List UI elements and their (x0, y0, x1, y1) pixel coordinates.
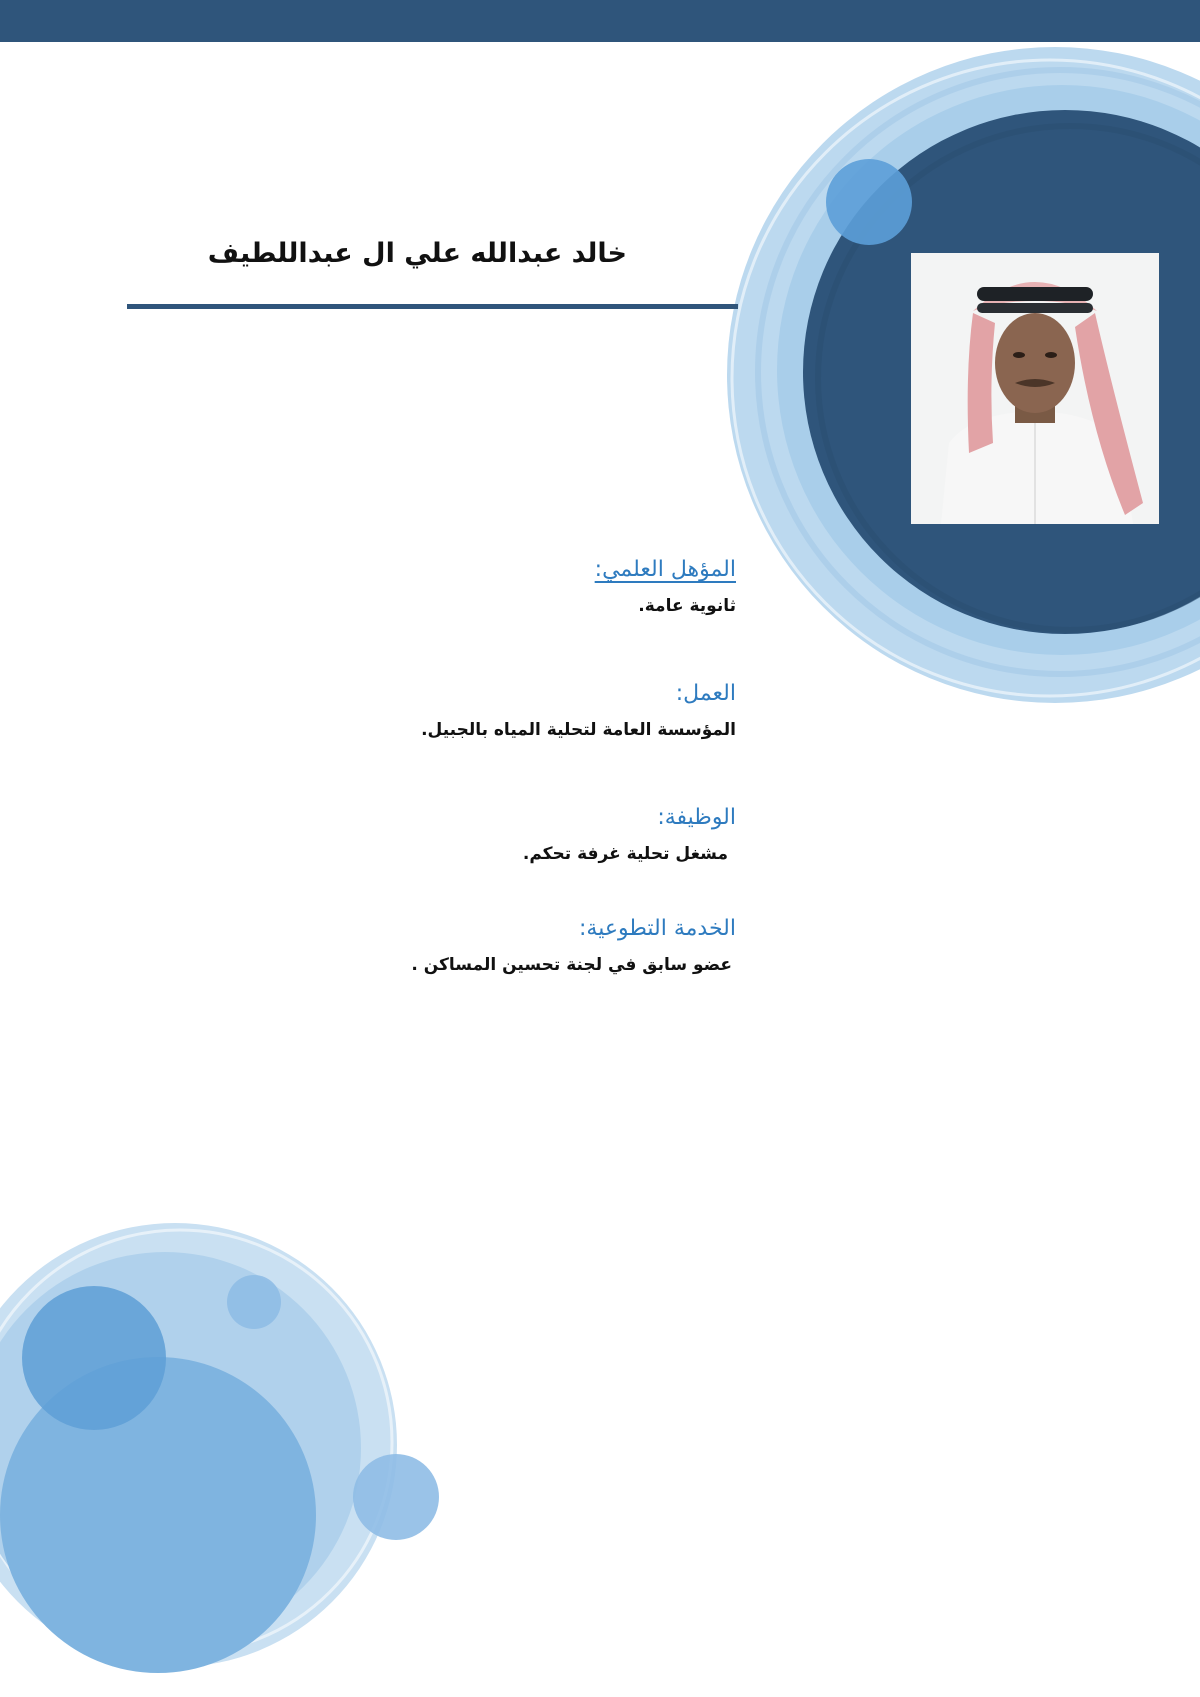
volunteer-body: عضو سابق في لجنة تحسين المساكن . (411, 954, 732, 975)
section-work (300, 680, 736, 742)
section-job-title (300, 804, 736, 866)
work-heading: العمل: (675, 681, 736, 706)
section-volunteer (300, 915, 736, 977)
education-body: ثانوية عامة. (638, 595, 736, 616)
education-heading: المؤهل العلمي: (594, 557, 736, 582)
profile-photo (911, 253, 1159, 524)
name-divider (127, 304, 738, 309)
section-education (300, 556, 736, 618)
volunteer-heading: الخدمة التطوعية: (579, 916, 736, 941)
person-name: خالد عبدالله علي ال عبداللطيف (207, 238, 627, 269)
job-title-heading: الوظيفة: (657, 805, 736, 830)
bottom-left-circle-decoration (0, 1223, 439, 1673)
work-body: المؤسسة العامة لتحلية المياه بالجبيل. (421, 719, 736, 740)
job-title-body: مشغل تحلية غرفة تحكم. (522, 843, 728, 864)
